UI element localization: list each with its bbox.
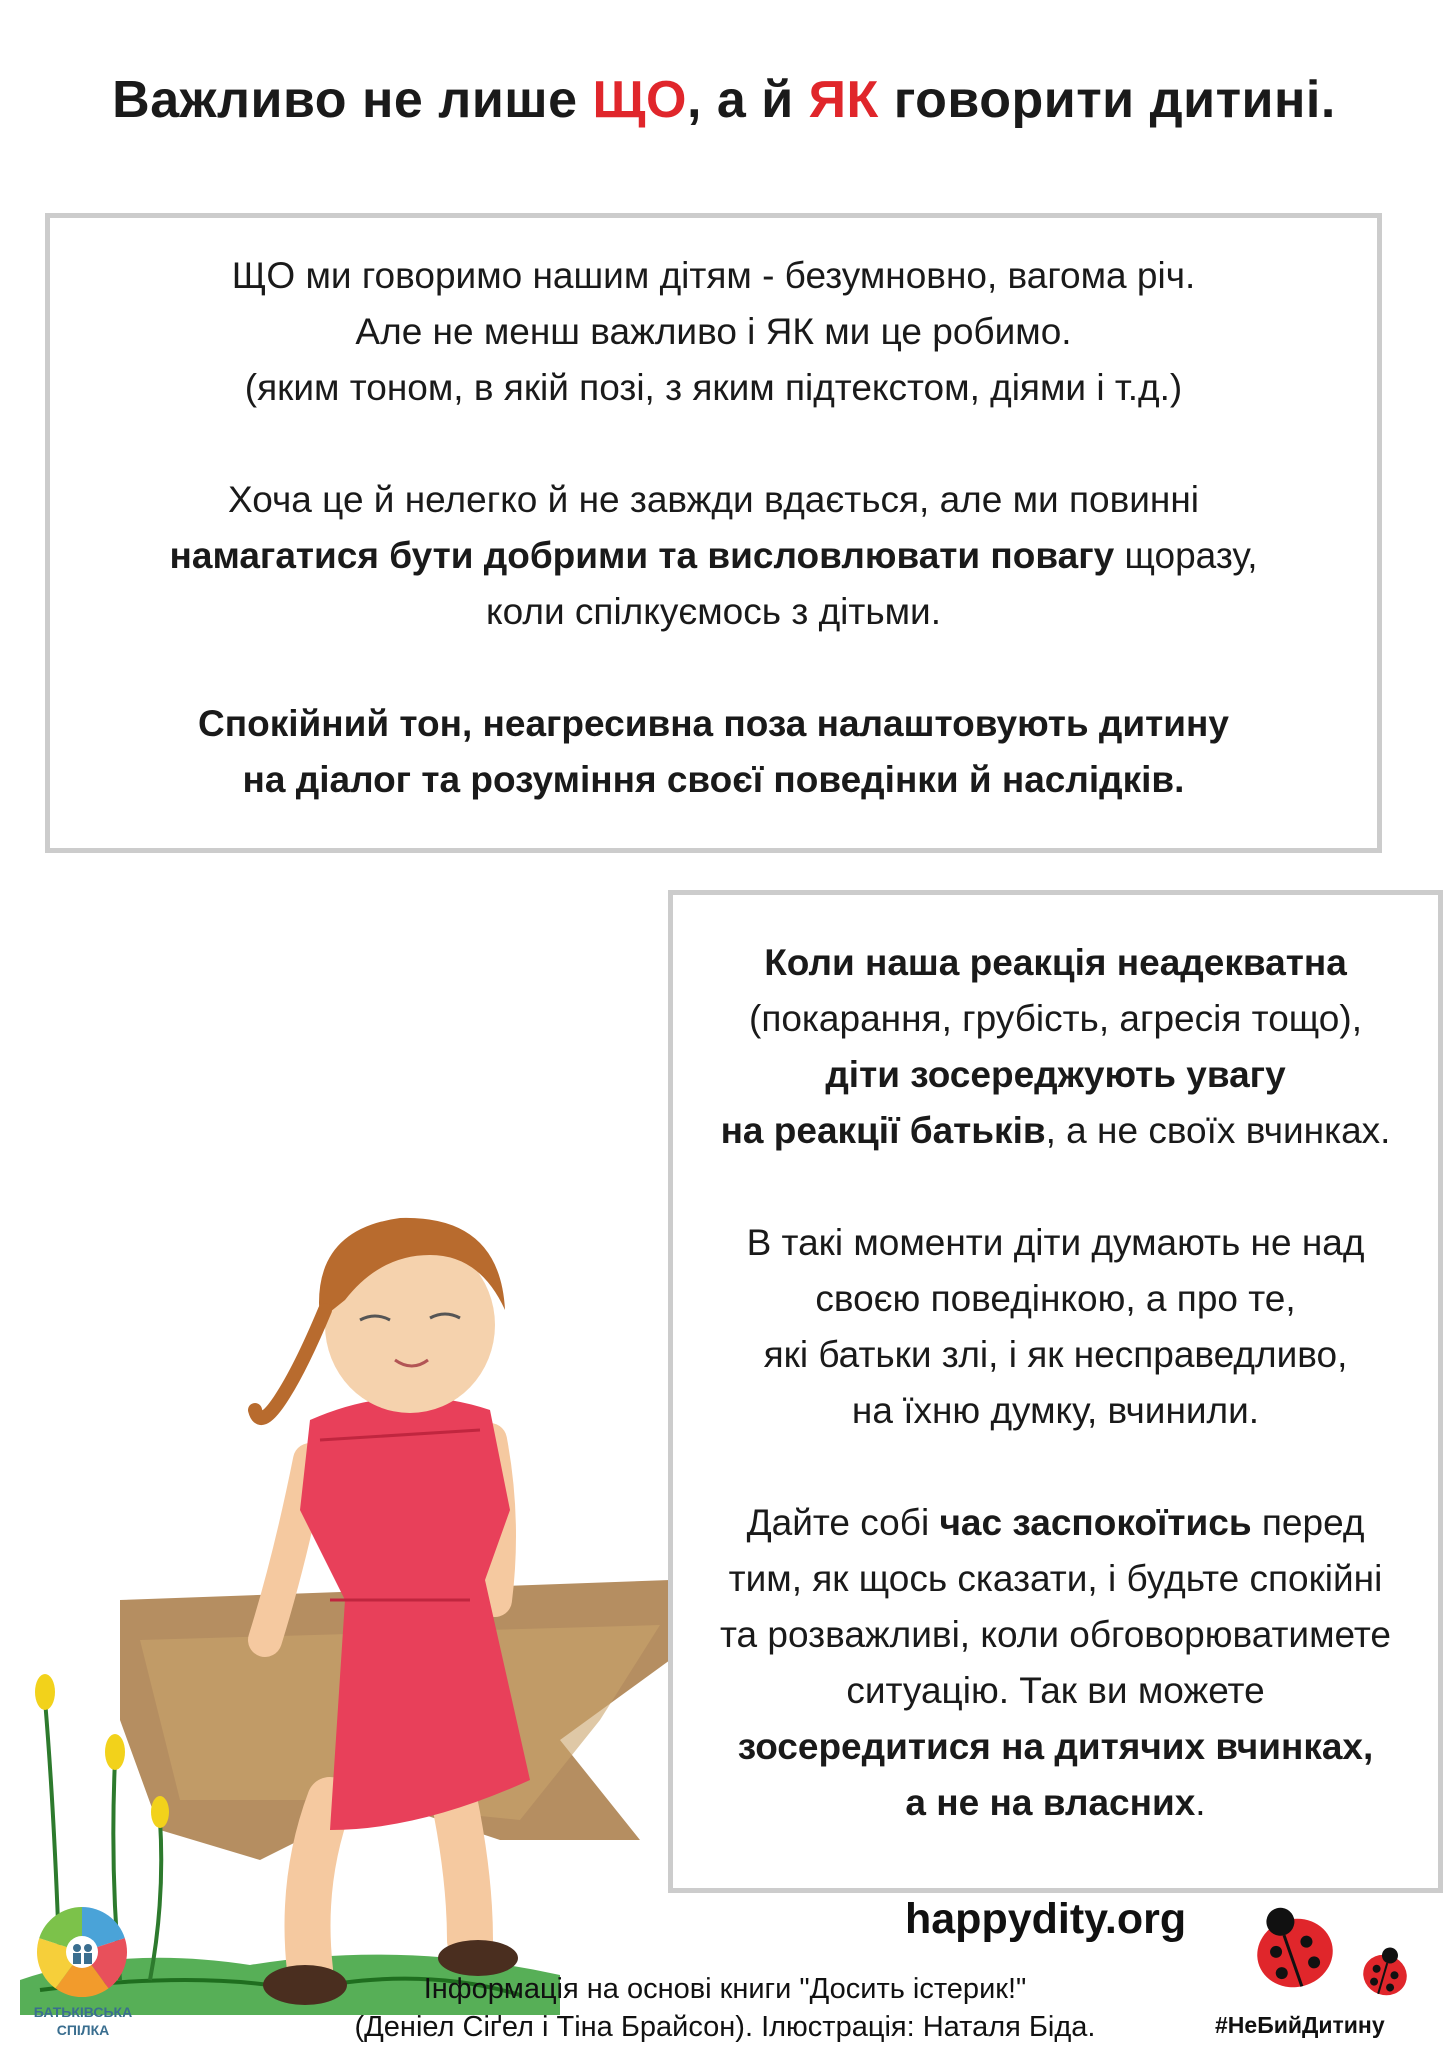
intro-paragraph-2: Хоча це й нелегко й не завжди вдається, але ми повинні намагатися бути добрими та висловлювати повагу щоразу, коли спілкуємось з дітьми. [169, 479, 1258, 632]
title-how: ЯК [808, 71, 879, 129]
reaction-paragraph-3: Дайте собі час заспокоїтись перед тим, як щось сказати, і будьте спокійні та розважливі, коли обговорюватимете ситуацію. Так ви можете зосередитися на дитячих вчинках, а не на власних. [720, 1502, 1391, 1823]
reaction-paragraph-1: Коли наша реакція неадекватна (покарання, грубість, агресія тощо), діти зосереджують увагу на реакції батьків, а не своїх вчинках. [720, 942, 1391, 1151]
ladybug-icon [1245, 1905, 1425, 2005]
site-link[interactable]: happydity.org [905, 1895, 1187, 1943]
title-what: ЩО [592, 71, 687, 129]
hashtag: #НеБийДитину [1215, 2012, 1385, 2038]
girl-illustration [0, 1040, 700, 2040]
reaction-box [668, 890, 1443, 1893]
page-title: Важливо не лише ЩО, а й ЯК говорити дитині. [112, 71, 1336, 129]
reaction-paragraph-2: В такі моменти діти думають не над своєю поведінкою, а про те, які батьки злі, і як несправедливо, на їхню думку, вчинили. [746, 1222, 1365, 1431]
parents-union-logo [25, 1900, 140, 2048]
credits: Інформація на основі книги "Досить істерик!" (Деніел Сіґел і Тіна Брайсон). Ілюстрація: Наталя Біда. [354, 1973, 1096, 2043]
intro-box [45, 213, 1382, 853]
intro-paragraph-3: Спокійний тон, неагресивна поза налаштовують дитину на діалог та розуміння своєї поведінки й наслідків. [198, 703, 1229, 800]
intro-paragraph-1: ЩО ми говоримо нашим дітям - безумновно, вагома річ. Але не менш важливо і ЯК ми це робимо. (яким тоном, в якій позі, з яким підтекстом, діями і т.д.) [231, 255, 1196, 408]
logo-label-line2: СПІЛКА [56, 2022, 110, 2038]
logo-label-line1: БАТЬКІВСЬКА [33, 2004, 133, 2020]
